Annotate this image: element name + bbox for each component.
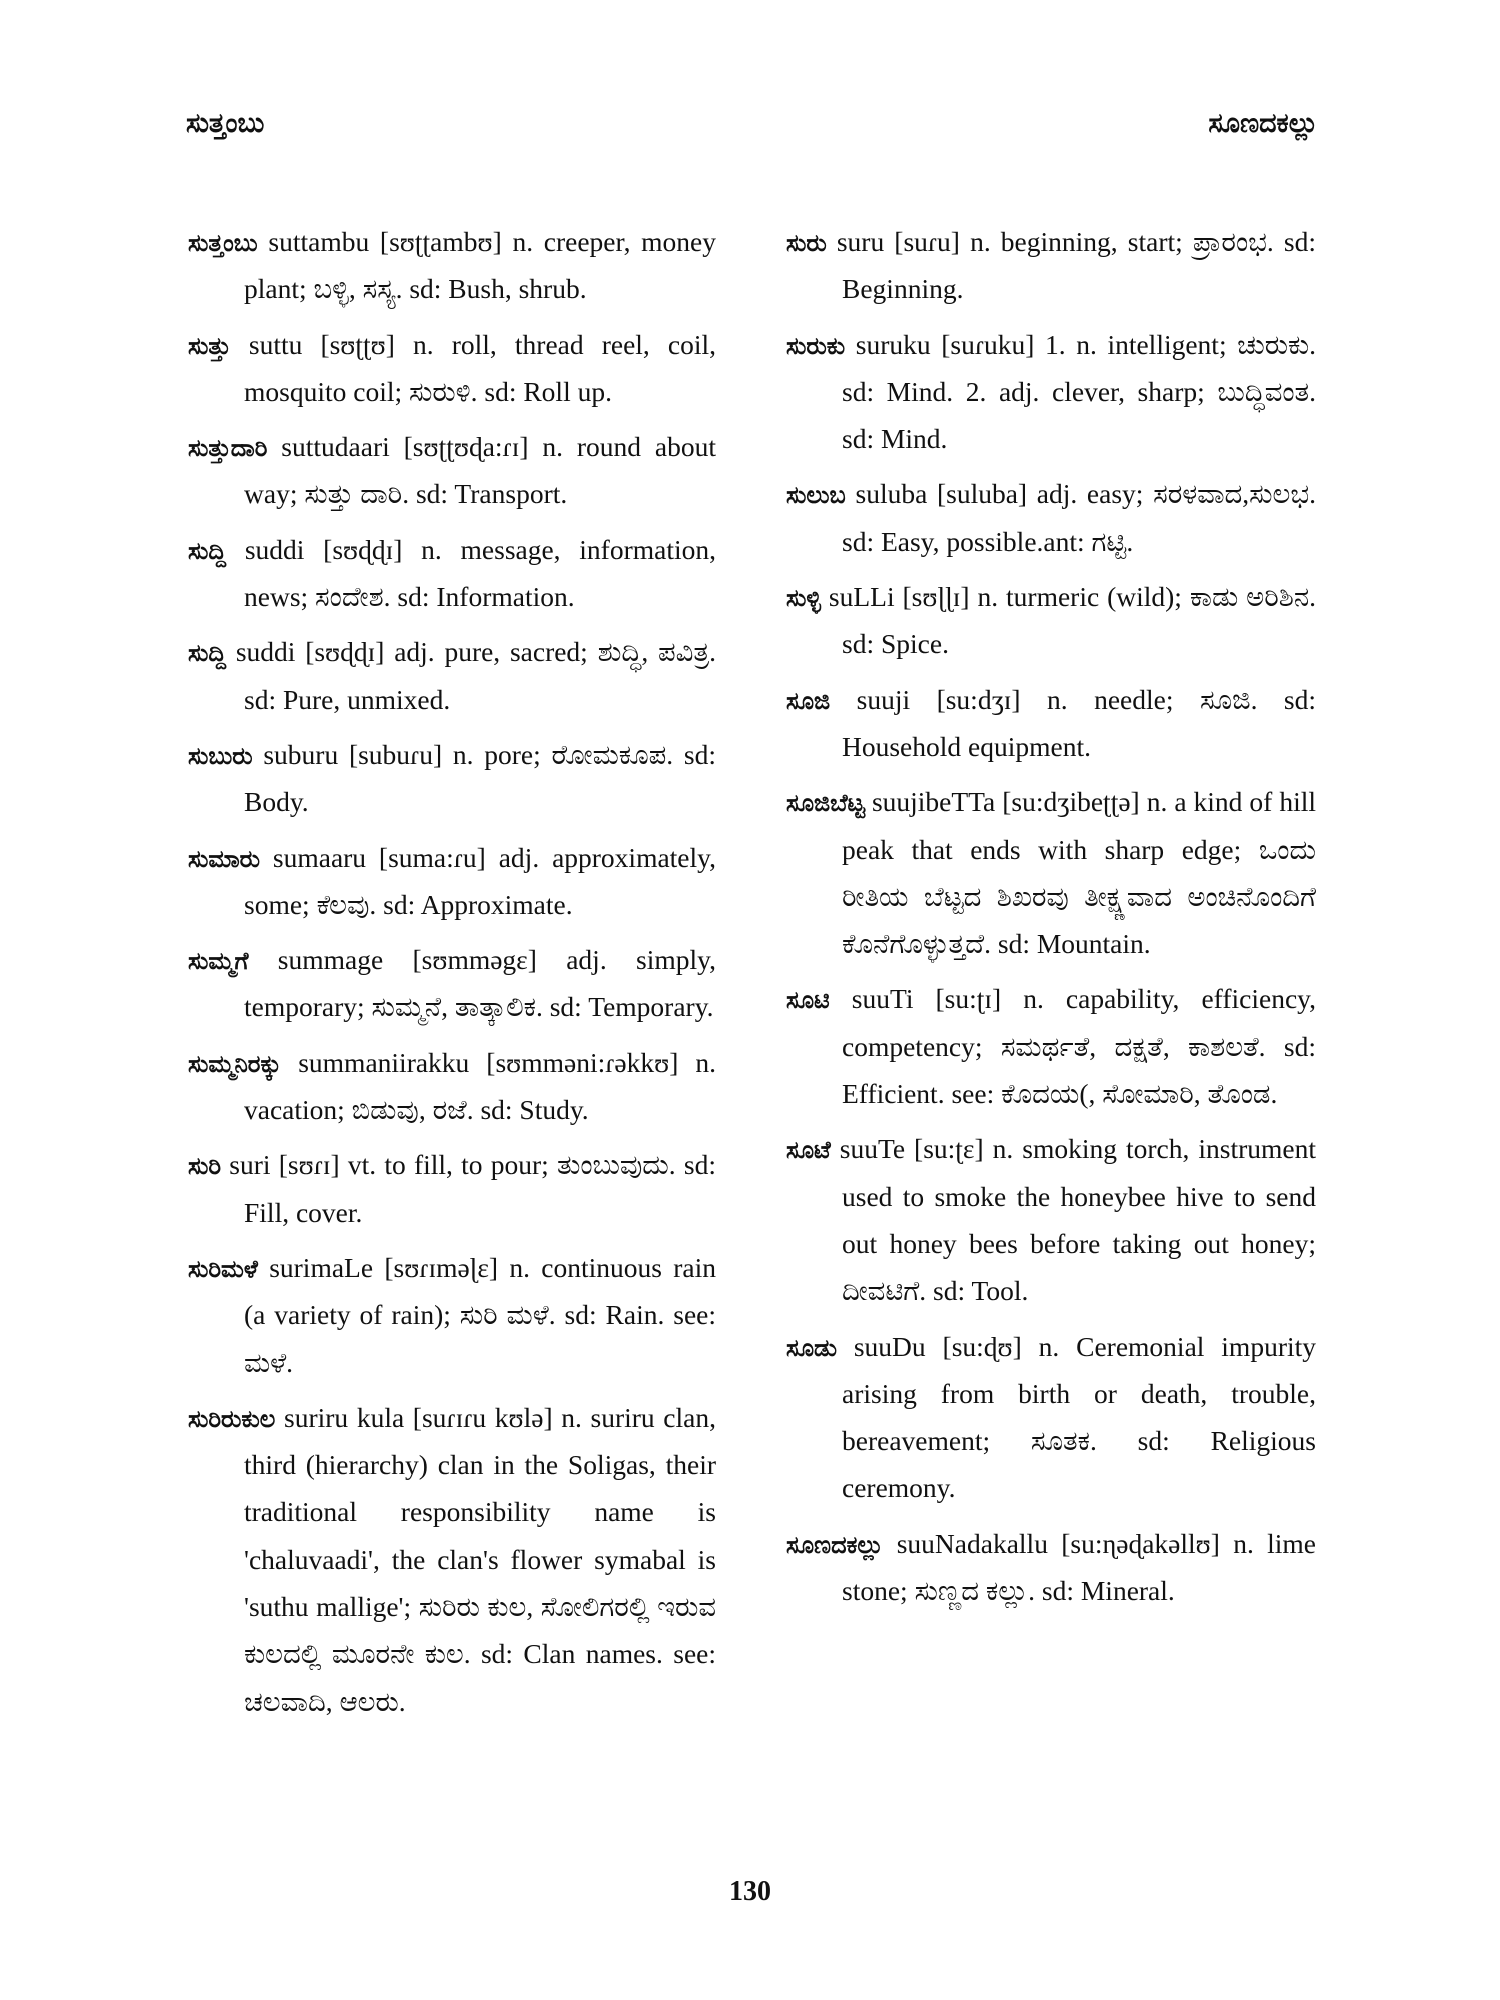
dictionary-entry: [786, 321, 1316, 463]
entry-definition: sumaaru [suma:ɾu] adj. approximately, some; ಕೆಲವು. sd: Approximate.: [244, 841, 716, 920]
left-column: [188, 218, 716, 1733]
dictionary-entry: [786, 778, 1316, 967]
entry-headword: ಸುಬುರು: [188, 741, 253, 770]
entry-definition: suru [suɾu] n. beginning, start; ಪ್ರಾರಂಭ. sd: Beginning.: [836, 226, 1316, 305]
entry-definition: suuji [su:dʒɪ] n. needle; ಸೂಜಿ. sd: Household equipment.: [842, 683, 1316, 762]
dictionary-entry: [188, 1039, 716, 1134]
dictionary-entry: [188, 1394, 716, 1725]
entry-headword: ಸೂಜಿ: [786, 686, 831, 715]
entry-definition: suuDu [su:ɖʊ] n. Ceremonial impurity arising from birth or death, trouble, bereavement; ಸೂತಕ. sd: Religious ceremony.: [842, 1330, 1317, 1504]
entry-headword: ಸೂಣದಕಲ್ಲು: [786, 1530, 884, 1559]
dictionary-entry: [188, 1244, 716, 1386]
dictionary-entry: [188, 1141, 716, 1236]
dictionary-entry: [188, 423, 716, 518]
dictionary-entry: [786, 1323, 1316, 1512]
dictionary-entry: [188, 628, 716, 723]
right-column: [786, 218, 1316, 1622]
entry-headword: ಸುರಿ: [188, 1152, 222, 1181]
dictionary-entry: [786, 676, 1316, 771]
entry-headword: ಸುಲುಬ: [786, 481, 846, 510]
entry-definition: suujibeTTa [su:dʒibeʈʈə] n. a kind of hill peak that ends with sharp edge; ಒಂದು ರೀತಿಯ ಬೆಟ್ಟದ ಶಿಖರವು ತೀಕ್ಷ್ಣವಾದ ಅಂಚಿನೊಂದಿಗೆ ಕೊನೆಗೊಳ್ಳುತ್ತದೆ. sd: Mountain.: [842, 786, 1316, 960]
entry-headword: ಸುತ್ತಂಬು: [188, 229, 258, 257]
entry-headword: ಸುಮ್ಮನಿರಕ್ಕು: [188, 1049, 282, 1078]
entry-headword: ಸುರಿಮಳೆ: [188, 1254, 258, 1283]
running-head-left: ಸುತ್ತಂಬು: [186, 108, 265, 139]
page-number: 130: [729, 1876, 771, 1907]
entry-definition: suuTi [su:ʈɪ] n. capability, efficiency, competency; ಸಮರ್ಥತೆ, ದಕ್ಷತೆ, ಕಾಶಲತೆ. sd: Efficient. see: ಕೊದಯ(, ಸೋಮಾರಿ, ತೊಂಡ.: [842, 983, 1316, 1110]
dictionary-entry: [786, 1125, 1316, 1314]
entry-headword: ಸುದ್ದಿ: [188, 536, 227, 565]
entry-definition: suuTe [su:ʈɛ] n. smoking torch, instrument used to smoke the honeybee hive to send out honey bees before taking out honey; ದೀವಟಿಗೆ. sd: Tool.: [839, 1133, 1316, 1307]
entry-headword: ಸೂಟಿ: [786, 986, 830, 1015]
dictionary-entry: [188, 218, 716, 313]
entry-headword: ಸೂಜಿಬೆಟ್ಟ: [786, 789, 865, 818]
entry-definition: suruku [suɾuku] 1. n. intelligent; ಚುರುಕು. sd: Mind. 2. adj. clever, sharp; ಬುದ್ಧಿವಂತ. sd: Mind.: [842, 328, 1317, 455]
dictionary-entry: [786, 573, 1316, 668]
entry-headword: ಸುರು: [786, 229, 827, 257]
entry-definition: surimaLe [sʊɾɪməɭɛ] n. continuous rain (a variety of rain); ಸುರಿ ಮಳೆ. sd: Rain. see: ಮಳೆ.: [244, 1251, 716, 1378]
running-head-right: ಸೂಣದಕಲ್ಲು: [1208, 108, 1318, 139]
entry-headword: ಸುರುಕು: [786, 331, 846, 360]
entry-definition: suLLi [sʊɭɭɪ] n. turmeric (wild); ಕಾಡು ಅರಿಶಿನ. sd: Spice.: [828, 581, 1317, 660]
dictionary-entry: [188, 731, 716, 826]
dictionary-entry: [188, 321, 716, 416]
entry-definition: suuNadakallu [su:ɳəɖakəllʊ] n. lime stone; ಸುಣ್ಣದ ಕಲ್ಲು. sd: Mineral.: [842, 1527, 1316, 1607]
dictionary-entry: [786, 218, 1316, 313]
dictionary-entry: [188, 936, 716, 1031]
entry-definition: suttambu [sʊʈʈambʊ] n. creeper, money plant; ಬಳ್ಳಿ, ಸಸ್ಯ. sd: Bush, shrub.: [244, 226, 717, 305]
dictionary-entry: [786, 1520, 1316, 1615]
entry-definition: summage [sʊmməgɛ] adj. simply, temporary; ಸುಮ್ಮನೆ, ತಾತ್ಕಾಲಿಕ. sd: Temporary.: [244, 944, 716, 1023]
entry-definition: suri [sʊɾɪ] vt. to fill, to pour; ತುಂಬುವುದು. sd: Fill, cover.: [229, 1149, 716, 1228]
entry-headword: ಸೂಟೆ: [786, 1136, 831, 1165]
dictionary-entry: [786, 470, 1316, 565]
entry-definition: suttu [sʊʈʈʊ] n. roll, thread reel, coil, mosquito coil; ಸುರುಳಿ. sd: Roll up.: [244, 328, 716, 407]
entry-definition: suddi [sʊɖɖɪ] adj. pure, sacred; ಶುದ್ಧಿ, ಪವಿತ್ರ. sd: Pure, unmixed.: [235, 636, 716, 715]
entry-definition: suburu [subuɾu] n. pore; ರೋಮಕೂಪ. sd: Body.: [244, 738, 716, 818]
entry-definition: suddi [sʊɖɖɪ] n. message, information, news; ಸಂದೇಶ. sd: Information.: [244, 533, 717, 613]
entry-headword: ಸುದ್ದಿ: [188, 639, 227, 668]
entry-headword: ಸುರಿರುಕುಲ: [188, 1404, 276, 1433]
entry-headword: ಸೂಡು: [786, 1333, 837, 1362]
entry-headword: ಸುತ್ತು: [188, 331, 231, 360]
entry-headword: ಸುಳ್ಳಿ: [786, 584, 821, 613]
entry-definition: summaniirakku [sʊmməni:ɾəkkʊ] n. vacation; ಬಿಡುವು, ರಜೆ. sd: Study.: [244, 1046, 716, 1126]
entry-definition: suluba [suluba] adj. easy; ಸರಳವಾದ,ಸುಲಭ. sd: Easy, possible.ant: ಗಟ್ಟಿ.: [842, 478, 1317, 557]
entry-headword: ಸುತ್ತುದಾರಿ: [188, 434, 268, 463]
dictionary-entry: [786, 975, 1316, 1117]
dictionary-entry: [188, 526, 716, 621]
entry-definition: suriru kula [suɾɪɾu kʊlə] n. suriru clan, third (hierarchy) clan in the Soligas, their traditional responsibility name is 'chaluvaadi', the clan's flower symabal is 'suthu mallige'; ಸುರಿರು ಕುಲ, ಸೋಲಿಗರಲ್ಲಿ ಇರುವ ಕುಲದಲ್ಲಿ ಮೂರನೇ ಕುಲ. sd: Clan names. see: ಚಲವಾದಿ, ಆಲರು.: [244, 1401, 716, 1717]
entry-definition: suttudaari [sʊʈʈʊɖa:ɾɪ] n. round about way; ಸುತ್ತು ದಾರಿ. sd: Transport.: [244, 431, 716, 510]
entry-headword: ಸುಮಾರು: [188, 844, 260, 873]
entry-headword: ಸುಮ್ಮಗೆ: [188, 947, 249, 976]
dictionary-entry: [188, 834, 716, 929]
